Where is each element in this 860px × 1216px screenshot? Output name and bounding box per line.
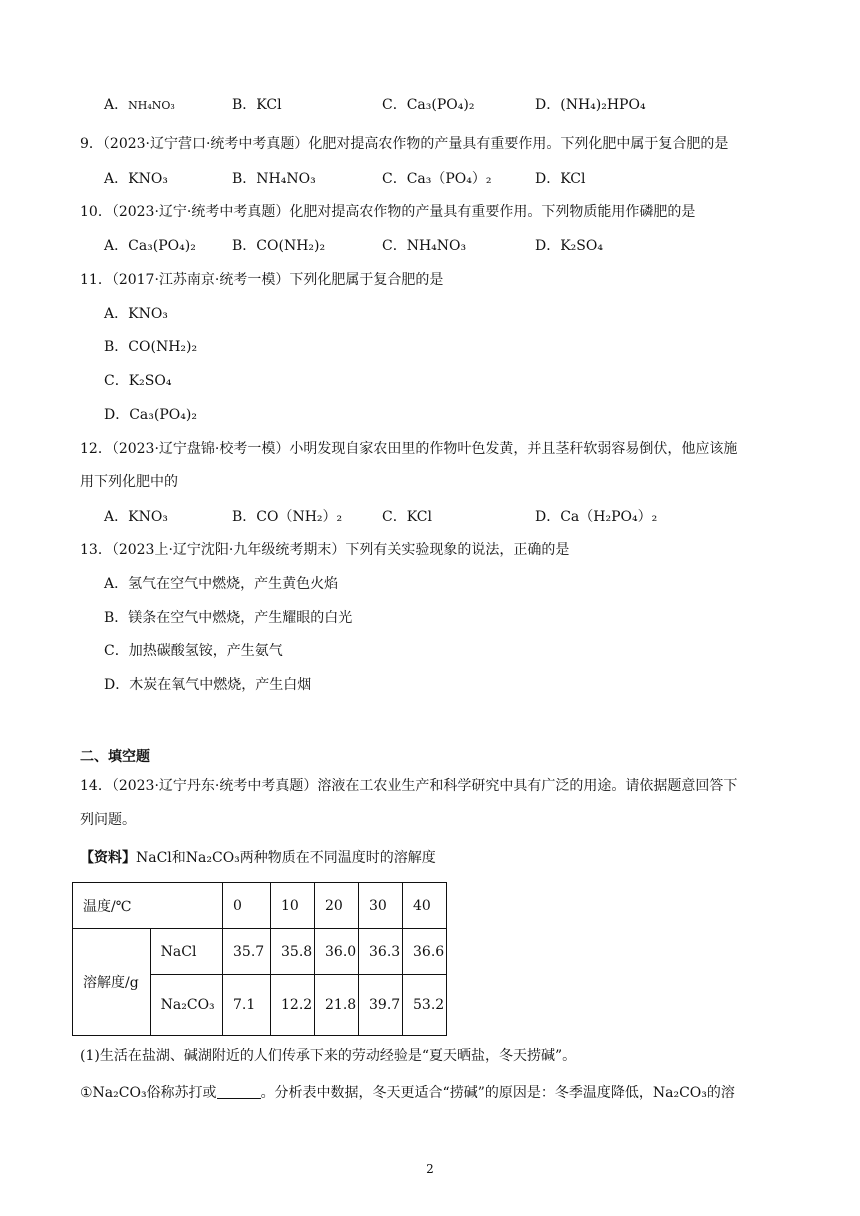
- answer-blank[interactable]: [217, 1084, 261, 1099]
- table-cell: 0: [223, 883, 271, 929]
- q11-option-c: C．K₂SO₄: [104, 373, 172, 389]
- q9-option-c: C．Ca₃（PO₄）₂: [382, 171, 492, 187]
- table-cell: 36.6: [403, 929, 447, 975]
- q9-stem: 9．（2023·辽宁营口·统考中考真题）化肥对提高农作物的产量具有重要作用。下列化肥中属于复合肥的是: [80, 136, 729, 152]
- q12-stem-line2: 用下列化肥中的: [80, 474, 178, 490]
- table-row: [73, 929, 447, 975]
- q13-option-a: A．氢气在空气中燃烧，产生黄色火焰: [104, 576, 339, 592]
- q11-option-b: B．CO(NH₂)₂: [104, 339, 198, 355]
- q14-stem-line1: 14．（2023·辽宁丹东·统考中考真题）溶液在工农业生产和科学研究中具有广泛的用途。请依据题意回答下: [80, 778, 738, 794]
- q11-option-a: A．KNO₃: [104, 306, 168, 322]
- table-cell: 10: [271, 883, 315, 929]
- q12-option-a: A．KNO₃: [104, 509, 168, 525]
- table-cell: 12.2: [271, 975, 315, 1036]
- table-cell: 36.0: [315, 929, 359, 975]
- q11-option-d: D．Ca₃(PO₄)₂: [104, 407, 197, 423]
- q9-option-d: D．KCl: [535, 171, 586, 187]
- table-cell: 30: [359, 883, 403, 929]
- q13-option-b: B．镁条在空气中燃烧，产生耀眼的白光: [104, 610, 353, 626]
- q12-stem-line1: 12．（2023·辽宁盘锦·校考一模）小明发现自家农田里的作物叶色发黄，并且茎秆软弱容易倒伏，他应该施: [80, 441, 738, 457]
- q14-part1: (1)生活在盐湖、碱湖附近的人们传承下来的劳动经验是“夏天晒盐，冬天捞碱”。: [80, 1048, 577, 1064]
- q10-options: [0, 235, 860, 257]
- q9-option-a: A．KNO₃: [104, 171, 168, 187]
- q10-option-c: C．NH₄NO₃: [382, 238, 467, 254]
- q14-stem-line2: 列问题。: [80, 812, 136, 828]
- q8-option-c: C．Ca₃(PO₄)₂: [382, 97, 475, 113]
- na2co3-label: Na₂CO₃: [150, 975, 222, 1036]
- q13-stem: 13．（2023上·辽宁沈阳·九年级统考期末）下列有关实验现象的说法，正确的是: [80, 542, 570, 558]
- solubility-header: 溶解度/g: [73, 929, 151, 1036]
- material-tag: 【资料】: [80, 850, 136, 866]
- nacl-label: NaCl: [150, 929, 222, 975]
- q10-option-a: A．Ca₃(PO₄)₂: [104, 238, 196, 254]
- q12-options: [0, 506, 860, 528]
- q9-option-b: B．NH₄NO₃: [232, 171, 316, 187]
- q11-stem: 11．（2017·江苏南京·统考一模）下列化肥属于复合肥的是: [80, 272, 444, 288]
- q14-material: [80, 847, 780, 869]
- part1-prefix: ①Na₂CO₃俗称苏打或: [80, 1085, 217, 1101]
- section-title: 二、填空题: [80, 749, 150, 765]
- table-cell: 35.8: [271, 929, 315, 975]
- q12-option-d: D．Ca（H₂PO₄）₂: [535, 509, 658, 525]
- q14-part1-question: [80, 1082, 780, 1104]
- q9-options: [0, 168, 860, 190]
- page-number: 2: [426, 1162, 434, 1176]
- q8-options: [0, 94, 860, 116]
- q8-option-d: D．(NH₄)₂HPO₄: [535, 97, 646, 113]
- table-cell: 39.7: [359, 975, 403, 1036]
- q10-option-b: B．CO(NH₂)₂: [232, 238, 326, 254]
- table-cell: 35.7: [223, 929, 271, 975]
- table-cell: 21.8: [315, 975, 359, 1036]
- part1-suffix: 。分析表中数据，冬天更适合“捞碱”的原因是：冬季温度降低，Na₂CO₃的溶: [260, 1085, 735, 1101]
- q12-option-b: B．CO（NH₂）₂: [232, 509, 343, 525]
- table-cell: 20: [315, 883, 359, 929]
- solubility-table: [72, 882, 447, 1036]
- q13-option-d: D．木炭在氧气中燃烧，产生白烟: [104, 677, 312, 693]
- q8-option-b: B．KCl: [232, 97, 282, 113]
- material-text: NaCl和Na₂CO₃两种物质在不同温度时的溶解度: [136, 850, 436, 866]
- table-cell: 40: [403, 883, 447, 929]
- table-cell: 7.1: [223, 975, 271, 1036]
- q10-stem: 10．（2023·辽宁·统考中考真题）化肥对提高农作物的产量具有重要作用。下列物质能用作磷肥的是: [80, 204, 696, 220]
- q8-option-a: A．NH₄NO₃: [104, 97, 175, 113]
- q12-option-c: C．KCl: [382, 509, 432, 525]
- temp-header: 温度/℃: [73, 883, 223, 929]
- table-cell: 53.2: [403, 975, 447, 1036]
- table-row: [73, 883, 447, 929]
- table-cell: 36.3: [359, 929, 403, 975]
- q10-option-d: D．K₂SO₄: [535, 238, 603, 254]
- q13-option-c: C．加热碳酸氢铵，产生氨气: [104, 643, 283, 659]
